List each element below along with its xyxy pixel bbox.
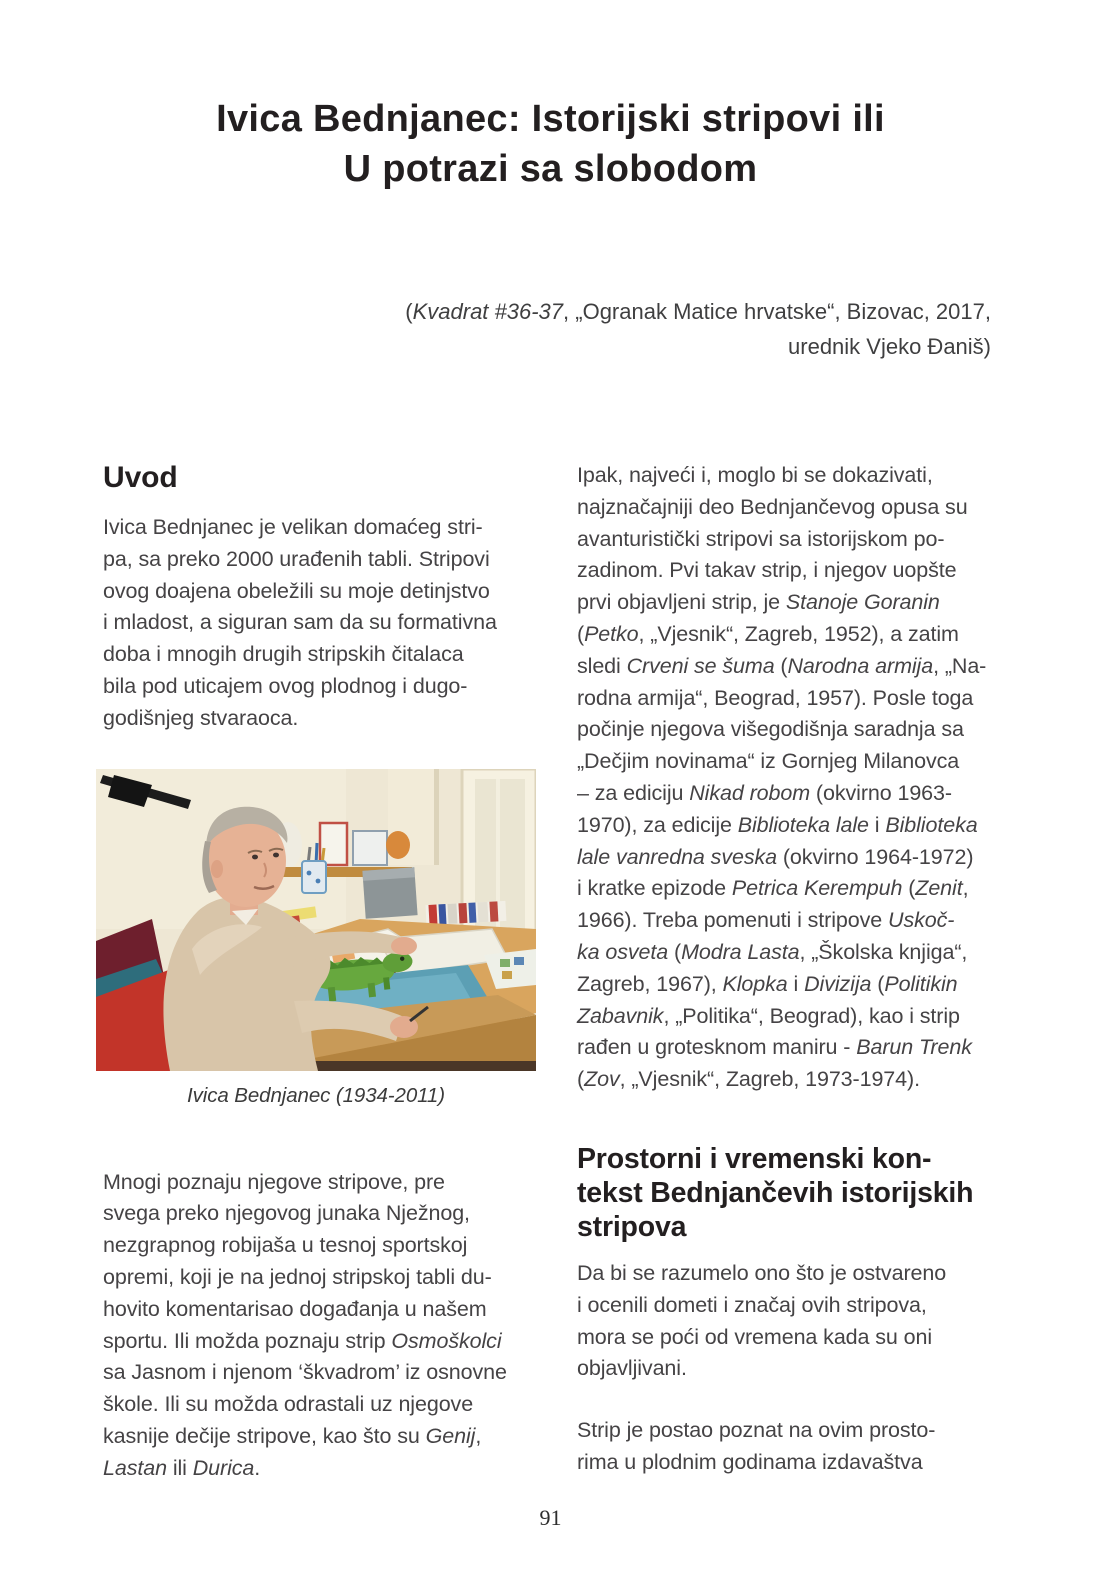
publishing-paragraph: Strip je postao poznat na ovim prosto- rima u plodnim godinama izdavaštva [577,1418,936,1474]
page-title: Ivica Bednjanec: Istorijski stripovi ili U potrazi sa slobodom [216,98,885,190]
intro-paragraph: Ivica Bednjanec je velikan domaćeg stri- pa, sa preko 2000 urađenih tabli. Stripovi ovog doajena obeležili su moje detinjstvo i mladost, a siguran sam da su formativna doba i mnogih drugih stripskih čitalaca bila pod uticajem ovog plodnog i dugo- godišnjeg stvaraoca. [103,515,497,730]
source-citation: (Kvadrat #36-37, „Ogranak Matice hrvatske“, Bizovac, 2017, urednik Vjeko Đaniš) [405,299,991,359]
right-column [577,460,1015,1479]
metal-box [362,867,417,919]
section-heading-kontekst: Prostorni i vremenski kon- tekst Bednjančevih istorijskih stripova [577,1142,974,1243]
photo-ivica-bednjanec [96,769,536,1071]
left-column [103,460,541,1485]
historical-comics-paragraph: Ipak, najveći i, moglo bi se dokazivati, najznačajniji deo Bednjančevog opusa su avanturistički stripovi sa istorijskom po- zadinom. Pvi takav strip, i njegov uopšte prvi objavljeni strip, je Stanoje Goranin (Petko, „Vjesnik“, Zagreb, 1952), a zatim sledi Crveni se šuma (Narodna armija, „Na- rodna armija“, Beograd, 1957). Posle toga počinje njegova višegodišnja saradnja sa „Dečjim novinama“ iz Gornjeg Milanovca – za ediciju Nikad robom (okvirno 1963- 1970), za edicije Biblioteka lale i Biblioteka lale vanredna sveska (okvirno 1964-1972) i kratke epizode Petrica Kerempuh (Zenit, 1966). Treba pomenuti i stripove Uskoč- ka osveta (Modra Lasta, „Školska knjiga“, Zagreb, 1967), Klopka i Divizija (Politikin Zabavnik, „Politika“, Beograd), kao i strip rađen u grotesknom maniru - Barun Trenk (Zov, „Vjesnik“, Zagreb, 1973-1974). [577,463,987,1092]
characters-paragraph: Mnogi poznaju njegove stripove, pre svega preko njegovog junaka Nježnog, nezgrapnog robijaša u tesnoj sportskoj opremi, koji je na jednoj stripskoj tabli du- hovito komentarisao događanja u našem sportu. Ili možda poznaju strip Osmoškolci sa Jasnom i njenom ‘škvadrom’ iz osnovne škole. Ili su možda odrastali uz njegove kasnije dečije stripove, kao što su Genij, Lastan ili Durica. [103,1169,507,1480]
photo-caption: Ivica Bednjanec (1934-2011) [187,1083,445,1107]
photo-illustration [96,769,536,1071]
context-paragraph: Da bi se razumelo ono što je ostvareno i ocenili dometi i značaj ovih stripova, mora se poći od vremena kada su oni objavljivani. [577,1260,947,1381]
section-heading-uvod: Uvod [103,461,178,494]
page-number: 91 [539,1505,562,1530]
book-stack [425,900,506,924]
